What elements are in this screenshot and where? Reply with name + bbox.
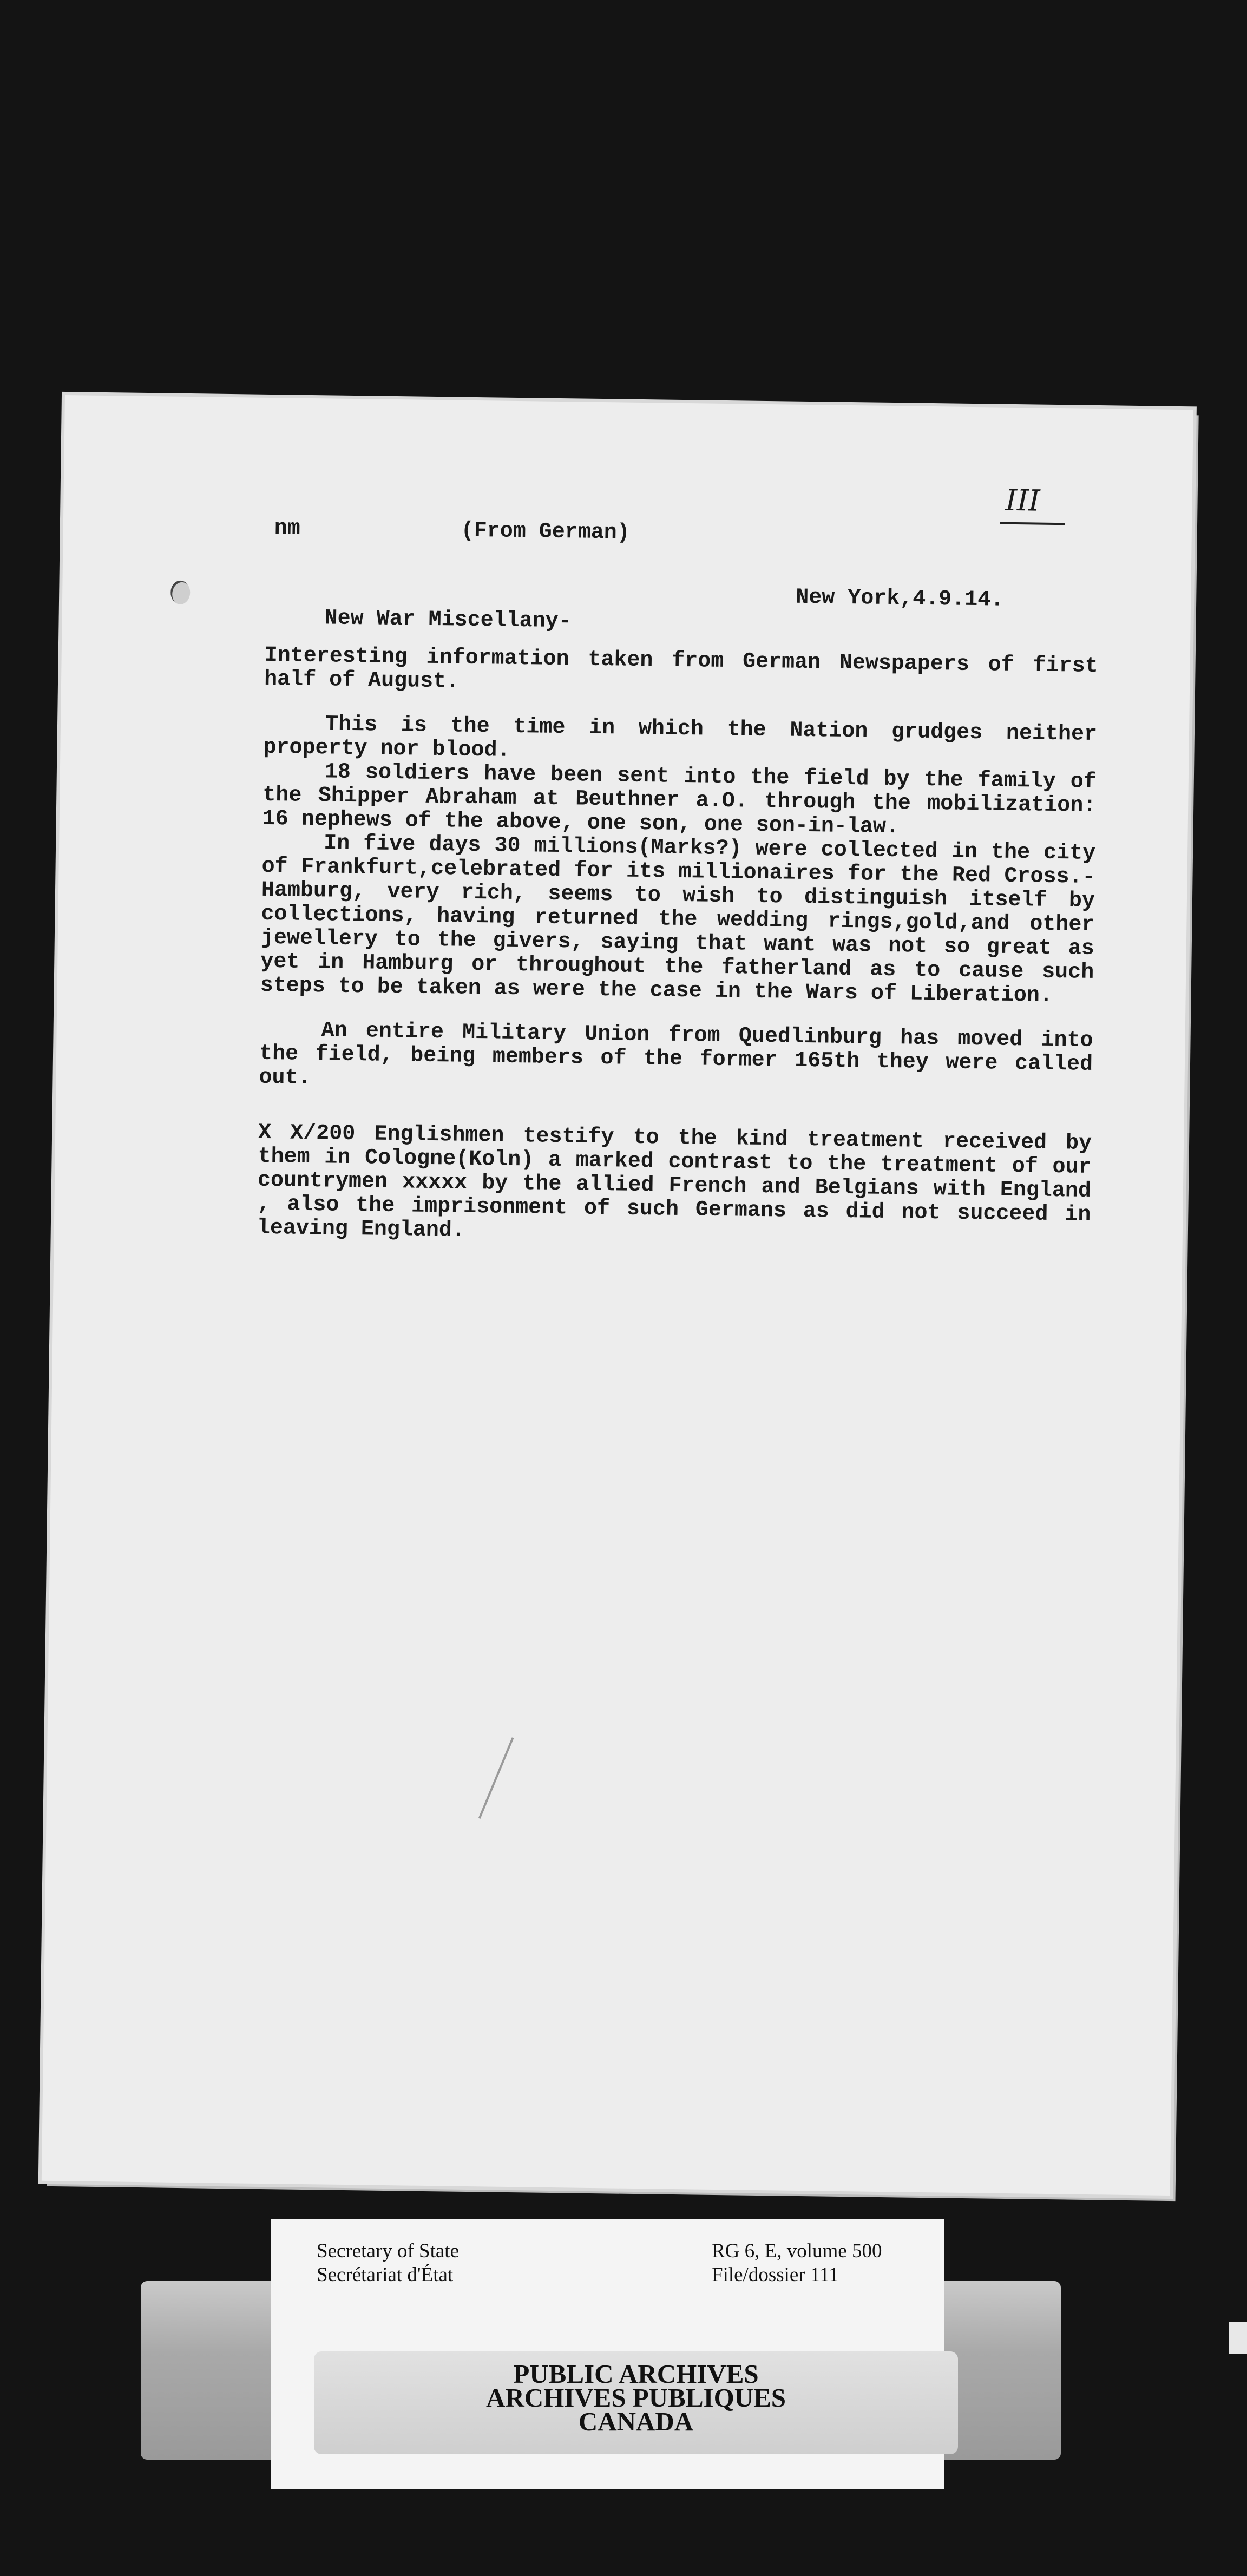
punch-hole [170,581,191,604]
archive-stamp [314,2351,958,2454]
source-note: (From German) [461,518,631,546]
dateline: New York,4.9.14. [795,585,1004,613]
typist-initials: nm [274,516,301,541]
stamp-line: ARCHIVES PUBLIQUES [485,2383,786,2413]
stamp-line: CANADA [578,2407,694,2436]
film-edge-mark [1229,2322,1247,2354]
folio-underline [1000,522,1065,525]
body-paragraph: 18 soldiers have been sent into the field by the family of the Shipper Abraham at Beuthner a.O. through the mobilization: 16 nephews of the above, one son, one son-in-law. [262,760,1097,840]
department-english: Secretary of State [317,2240,459,2262]
body-paragraph: X X/200 Englishmen testify to the kind treatment received by them in Cologne(Koln) a marked contrast to the treatment of our countrymen xxxxx by the allied French and Belgians with England , also the imprisonment of such Germans as did not succeed in leaving England. [257,1120,1092,1243]
department-french: Secrétariat d'État [317,2264,454,2286]
body-paragraph: This is the time in which the Nation grudges neither property nor blood. [263,712,1098,763]
folio-number: III [1005,483,1041,518]
document-title: New War Miscellany- [324,606,572,634]
stamp-line: PUBLIC ARCHIVES [513,2359,759,2389]
document-body [257,644,1098,1251]
body-paragraph: An entire Military Union from Quedlinburg has moved into the field, being members of the former 165th they were called out. [259,1018,1093,1091]
typewritten-page [42,395,1193,2196]
reference-file: File/dossier 111 [712,2264,839,2286]
reference-volume: RG 6, E, volume 500 [712,2240,882,2262]
body-paragraph: In five days 30 millions(Marks?) were collected in the city of Frankfurt,celebrated for its millionaires for the Red Cross.- Hamburg, very rich, seems to wish to distinguish itself by collections, having returned the wedding rings,gold,and other jewellery to the givers, saying that want was not so great as yet in Hamburg or throughout the fatherland as to cause such steps to be taken as were the case in the Wars of Liberation. [260,831,1096,1008]
intro-paragraph: Interesting information taken from German Newspapers of first half of August. [264,643,1098,694]
